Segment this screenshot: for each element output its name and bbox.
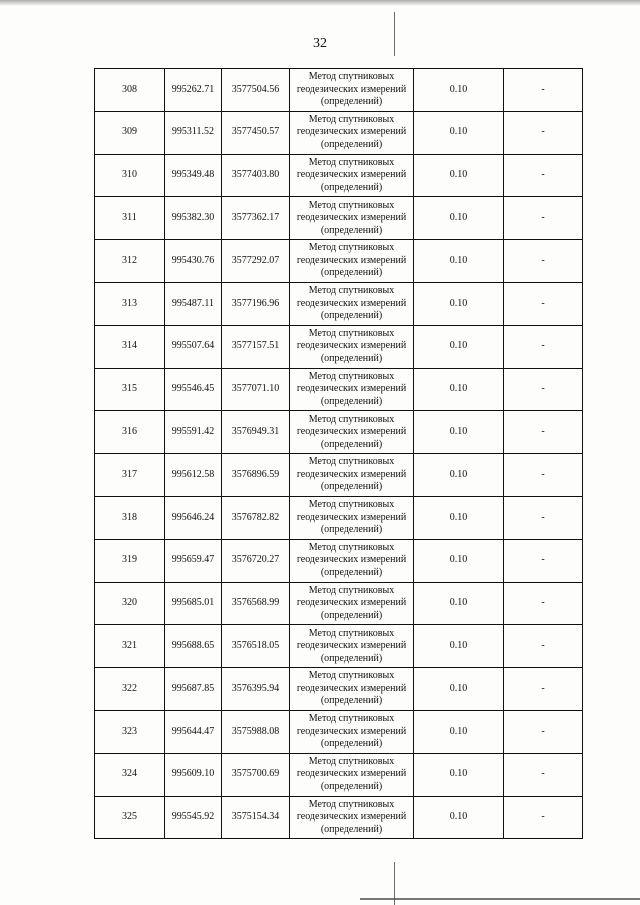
- method-line: (определений): [320, 609, 383, 621]
- method-line: геодезических измерений: [296, 640, 407, 651]
- point-number-cell: 317: [95, 454, 165, 497]
- point-number-cell: 313: [95, 282, 165, 325]
- method-line: Метод спутниковых: [308, 541, 395, 553]
- accuracy-cell: 0.10: [414, 582, 504, 625]
- accuracy-cell: 0.10: [414, 197, 504, 240]
- x-coordinate-cell: 995507.64: [165, 325, 222, 368]
- table-row: [95, 325, 583, 368]
- method-line: Метод спутниковых: [308, 242, 395, 254]
- y-coordinate-cell: 3577362.17: [222, 197, 290, 240]
- y-coordinate-cell: 3576949.31: [222, 411, 290, 454]
- coordinates-table: [94, 68, 583, 839]
- note-cell: -: [504, 325, 583, 368]
- method-line: (определений): [320, 524, 383, 536]
- x-coordinate-cell: 995646.24: [165, 496, 222, 539]
- table-row: [95, 197, 583, 240]
- x-coordinate-cell: 995311.52: [165, 111, 222, 154]
- method-cell: [290, 240, 414, 283]
- accuracy-cell: 0.10: [414, 240, 504, 283]
- point-number-cell: 320: [95, 582, 165, 625]
- y-coordinate-cell: 3576518.05: [222, 625, 290, 668]
- note-cell: -: [504, 496, 583, 539]
- point-number-cell: 316: [95, 411, 165, 454]
- note-cell: -: [504, 240, 583, 283]
- table-row: [95, 796, 583, 839]
- note-cell: -: [504, 668, 583, 711]
- accuracy-cell: 0.10: [414, 154, 504, 197]
- method-line: геодезических измерений: [296, 426, 407, 438]
- method-cell: [290, 282, 414, 325]
- point-number-cell: 312: [95, 240, 165, 283]
- point-number-cell: 319: [95, 539, 165, 582]
- method-line: (определений): [320, 823, 383, 835]
- x-coordinate-cell: 995685.01: [165, 582, 222, 625]
- method-line: (определений): [320, 224, 383, 236]
- method-cell: [290, 325, 414, 368]
- table-row: [95, 625, 583, 668]
- accuracy-cell: 0.10: [414, 753, 504, 796]
- method-line: геодезических измерений: [296, 597, 407, 609]
- table-row: [95, 753, 583, 796]
- method-line: Метод спутниковых: [308, 413, 395, 425]
- point-number-cell: 324: [95, 753, 165, 796]
- table-row: [95, 454, 583, 497]
- point-number-cell: 315: [95, 368, 165, 411]
- page-number: 32: [313, 36, 327, 51]
- table-row: [95, 710, 583, 753]
- point-number-cell: 318: [95, 496, 165, 539]
- method-line: (определений): [320, 395, 383, 407]
- x-coordinate-cell: 995487.11: [165, 282, 222, 325]
- note-cell: -: [504, 197, 583, 240]
- method-cell: [290, 582, 414, 625]
- table-row: [95, 111, 583, 154]
- method-line: Метод спутниковых: [308, 327, 395, 339]
- table-row: [95, 368, 583, 411]
- y-coordinate-cell: 3577157.51: [222, 325, 290, 368]
- note-cell: -: [504, 69, 583, 112]
- method-line: Метод спутниковых: [308, 584, 395, 596]
- method-line: (определений): [320, 738, 383, 750]
- method-line: (определений): [320, 267, 383, 279]
- note-cell: -: [504, 753, 583, 796]
- x-coordinate-cell: 995612.58: [165, 454, 222, 497]
- y-coordinate-cell: 3576782.82: [222, 496, 290, 539]
- method-line: геодезических измерений: [296, 725, 407, 737]
- accuracy-cell: 0.10: [414, 368, 504, 411]
- note-cell: -: [504, 154, 583, 197]
- accuracy-cell: 0.10: [414, 710, 504, 753]
- accuracy-cell: 0.10: [414, 625, 504, 668]
- method-cell: [290, 368, 414, 411]
- accuracy-cell: 0.10: [414, 411, 504, 454]
- coordinates-table-body: [95, 69, 583, 839]
- note-cell: -: [504, 625, 583, 668]
- scan-top-edge: [0, 0, 640, 6]
- x-coordinate-cell: 995688.65: [165, 625, 222, 668]
- y-coordinate-cell: 3576896.59: [222, 454, 290, 497]
- y-coordinate-cell: 3576568.99: [222, 582, 290, 625]
- y-coordinate-cell: 3577071.10: [222, 368, 290, 411]
- x-coordinate-cell: 995382.30: [165, 197, 222, 240]
- accuracy-cell: 0.10: [414, 282, 504, 325]
- method-line: (определений): [320, 566, 383, 578]
- y-coordinate-cell: 3577196.96: [222, 282, 290, 325]
- table-row: [95, 240, 583, 283]
- y-coordinate-cell: 3577403.80: [222, 154, 290, 197]
- method-line: (определений): [320, 181, 383, 193]
- method-line: геодезических измерений: [296, 340, 407, 352]
- method-line: Метод спутниковых: [308, 499, 395, 511]
- accuracy-cell: 0.10: [414, 111, 504, 154]
- point-number-cell: 325: [95, 796, 165, 839]
- table-row: [95, 69, 583, 112]
- method-cell: [290, 154, 414, 197]
- x-coordinate-cell: 995591.42: [165, 411, 222, 454]
- method-line: Метод спутниковых: [308, 156, 395, 168]
- y-coordinate-cell: 3575700.69: [222, 753, 290, 796]
- method-line: Метод спутниковых: [308, 713, 395, 725]
- y-coordinate-cell: 3575154.34: [222, 796, 290, 839]
- method-line: Метод спутниковых: [308, 456, 395, 468]
- point-number-cell: 323: [95, 710, 165, 753]
- method-cell: [290, 111, 414, 154]
- point-number-cell: 310: [95, 154, 165, 197]
- method-line: геодезических измерений: [296, 297, 407, 309]
- method-line: геодезических измерений: [296, 383, 407, 395]
- accuracy-cell: 0.10: [414, 69, 504, 112]
- x-coordinate-cell: 995687.85: [165, 668, 222, 711]
- method-line: Метод спутниковых: [308, 755, 395, 767]
- method-line: геодезических измерений: [296, 682, 407, 694]
- note-cell: -: [504, 582, 583, 625]
- method-line: геодезических измерений: [296, 169, 407, 181]
- note-cell: -: [504, 539, 583, 582]
- method-line: геодезических измерений: [296, 768, 407, 780]
- method-line: геодезических измерений: [296, 212, 407, 224]
- method-line: Метод спутниковых: [308, 71, 395, 83]
- method-cell: [290, 197, 414, 240]
- y-coordinate-cell: 3576720.27: [222, 539, 290, 582]
- table-row: [95, 668, 583, 711]
- y-coordinate-cell: 3577450.57: [222, 111, 290, 154]
- x-coordinate-cell: 995659.47: [165, 539, 222, 582]
- method-cell: [290, 454, 414, 497]
- table-row: [95, 496, 583, 539]
- method-line: (определений): [320, 652, 383, 664]
- method-cell: [290, 411, 414, 454]
- method-line: (определений): [320, 352, 383, 364]
- method-cell: [290, 796, 414, 839]
- note-cell: -: [504, 282, 583, 325]
- method-line: (определений): [320, 780, 383, 792]
- method-line: геодезических измерений: [296, 511, 407, 523]
- accuracy-cell: 0.10: [414, 325, 504, 368]
- method-cell: [290, 69, 414, 112]
- x-coordinate-cell: 995430.76: [165, 240, 222, 283]
- method-cell: [290, 753, 414, 796]
- method-line: Метод спутниковых: [308, 370, 395, 382]
- note-cell: -: [504, 796, 583, 839]
- method-line: Метод спутниковых: [308, 199, 395, 211]
- y-coordinate-cell: 3576395.94: [222, 668, 290, 711]
- method-cell: [290, 496, 414, 539]
- note-cell: -: [504, 454, 583, 497]
- method-line: геодезических измерений: [296, 811, 407, 823]
- note-cell: -: [504, 111, 583, 154]
- method-line: Метод спутниковых: [308, 798, 395, 810]
- method-cell: [290, 625, 414, 668]
- table-row: [95, 539, 583, 582]
- y-coordinate-cell: 3577292.07: [222, 240, 290, 283]
- note-cell: -: [504, 411, 583, 454]
- method-cell: [290, 710, 414, 753]
- x-coordinate-cell: 995262.71: [165, 69, 222, 112]
- method-line: (определений): [320, 310, 383, 322]
- x-coordinate-cell: 995609.10: [165, 753, 222, 796]
- table-row: [95, 282, 583, 325]
- y-coordinate-cell: 3577504.56: [222, 69, 290, 112]
- x-coordinate-cell: 995545.92: [165, 796, 222, 839]
- point-number-cell: 321: [95, 625, 165, 668]
- accuracy-cell: 0.10: [414, 496, 504, 539]
- method-line: геодезических измерений: [296, 554, 407, 566]
- accuracy-cell: 0.10: [414, 668, 504, 711]
- note-cell: -: [504, 710, 583, 753]
- method-line: (определений): [320, 138, 383, 150]
- y-coordinate-cell: 3575988.08: [222, 710, 290, 753]
- note-cell: -: [504, 368, 583, 411]
- accuracy-cell: 0.10: [414, 539, 504, 582]
- point-number-cell: 322: [95, 668, 165, 711]
- method-cell: [290, 668, 414, 711]
- point-number-cell: 314: [95, 325, 165, 368]
- accuracy-cell: 0.10: [414, 796, 504, 839]
- scan-bottom-edge: [360, 898, 640, 900]
- method-line: Метод спутниковых: [308, 285, 395, 297]
- method-line: геодезических измерений: [296, 254, 407, 266]
- method-line: геодезических измерений: [296, 468, 407, 480]
- method-line: Метод спутниковых: [308, 627, 395, 639]
- point-number-cell: 311: [95, 197, 165, 240]
- table-row: [95, 582, 583, 625]
- method-line: (определений): [320, 438, 383, 450]
- method-line: Метод спутниковых: [308, 113, 395, 125]
- method-line: геодезических измерений: [296, 126, 407, 138]
- point-number-cell: 309: [95, 111, 165, 154]
- x-coordinate-cell: 995546.45: [165, 368, 222, 411]
- table-row: [95, 411, 583, 454]
- method-line: Метод спутниковых: [308, 670, 395, 682]
- method-line: (определений): [320, 96, 383, 108]
- x-coordinate-cell: 995349.48: [165, 154, 222, 197]
- x-coordinate-cell: 995644.47: [165, 710, 222, 753]
- method-line: геодезических измерений: [296, 83, 407, 95]
- method-line: (определений): [320, 695, 383, 707]
- method-cell: [290, 539, 414, 582]
- point-number-cell: 308: [95, 69, 165, 112]
- accuracy-cell: 0.10: [414, 454, 504, 497]
- table-row: [95, 154, 583, 197]
- method-line: (определений): [320, 481, 383, 493]
